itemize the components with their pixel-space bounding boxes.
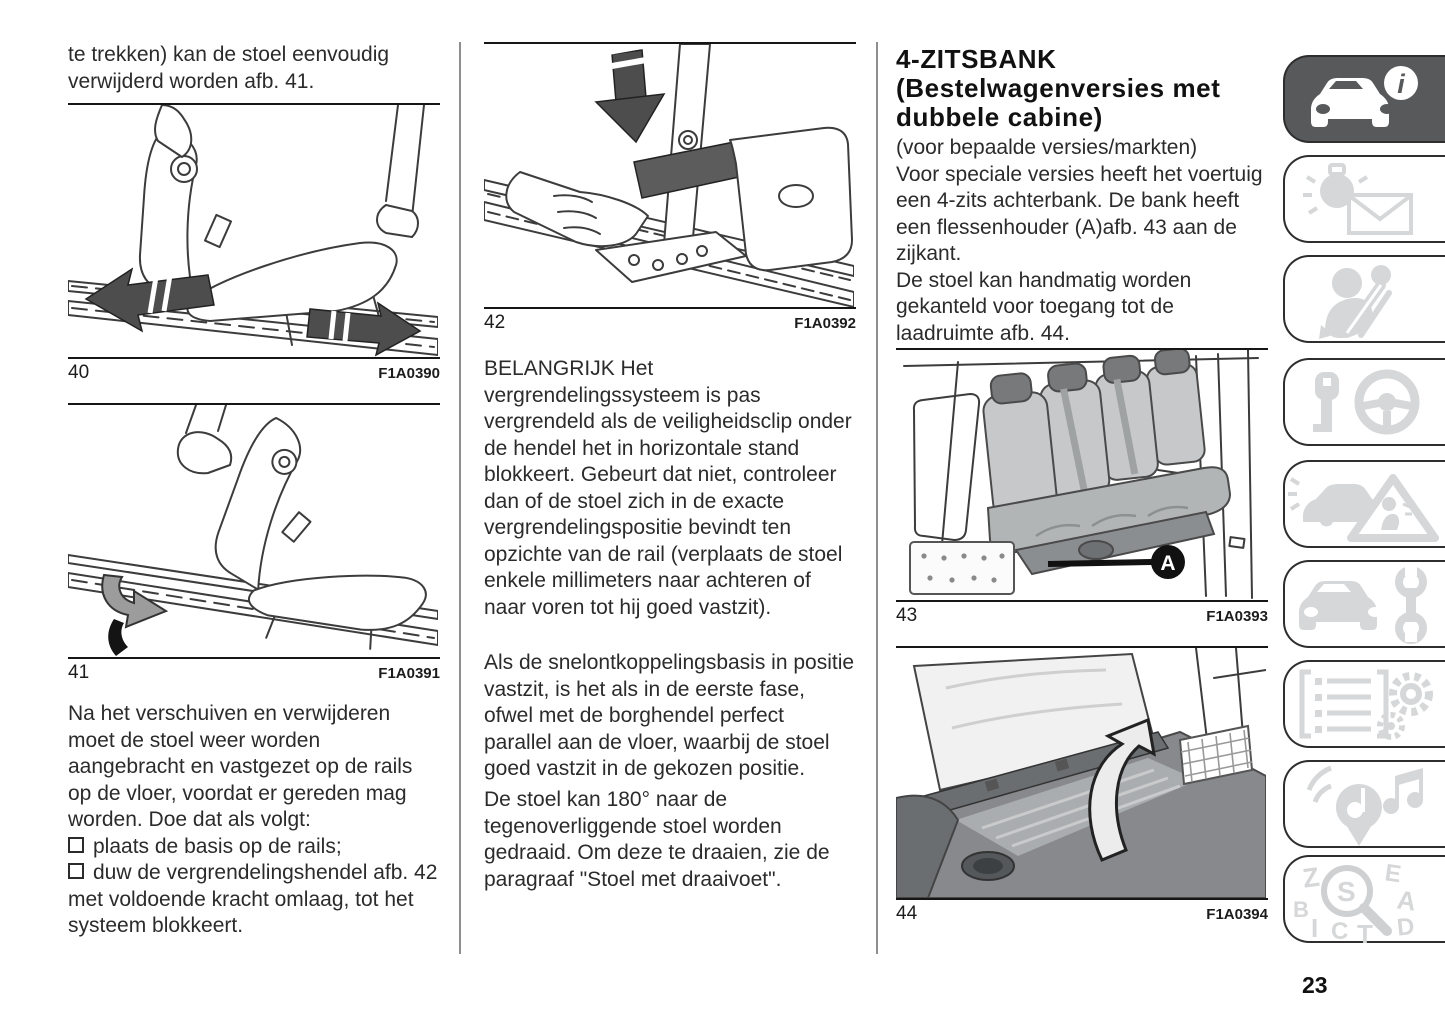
column-divider xyxy=(459,42,461,954)
figure-code: F1A0390 xyxy=(378,365,440,382)
figure-40-illustration xyxy=(68,103,440,359)
column-middle xyxy=(484,0,856,1019)
subnote: (voor bepaalde versies/markten) xyxy=(896,136,1198,159)
multimedia-audio-nav-icon xyxy=(1285,762,1445,850)
paragraph: De stoel kan handmatig worden gekanteld voor toegang tot de laadruimte afb. 44. xyxy=(896,268,1192,345)
paragraph: Voor speciale versies heeft het voertuig een 4-zits achterbank. De bank heeft een flessenhouder (A)afb. 43 aan de zijkant. xyxy=(896,162,1263,265)
intro-paragraph: te trekken) kan de stoel eenvoudig verwijderd worden afb. 41. xyxy=(68,43,390,93)
svg-text:B: B xyxy=(1293,897,1309,922)
sidebar-tab-multimedia[interactable] xyxy=(1283,760,1445,848)
paragraph: Als de snelontkoppelingsbasis in positie vastzit, is het als in de eerste fase, ofwel met de borghendel perfect parallel aan de vloer, waarbij de stoel goed vastzit in de gekozen positie. xyxy=(484,651,855,780)
figure-code: F1A0393 xyxy=(1206,608,1268,625)
lights-messages-icon xyxy=(1285,157,1445,245)
svg-text:D: D xyxy=(1395,912,1416,942)
sidebar-tab-emergency[interactable] xyxy=(1283,460,1445,548)
figure-41 xyxy=(68,403,440,684)
svg-text:E: E xyxy=(1383,859,1403,889)
svg-text:A: A xyxy=(1395,884,1418,917)
sidebar-tab-technical-data[interactable] xyxy=(1283,660,1445,748)
figure-42-illustration xyxy=(484,42,856,309)
figure-42 xyxy=(484,42,856,334)
figure-code: F1A0391 xyxy=(378,665,440,682)
sidebar-tab-safety[interactable] xyxy=(1283,255,1445,343)
car-wrench-icon xyxy=(1285,562,1445,650)
square-bullet-icon xyxy=(68,863,84,879)
figure-code: F1A0394 xyxy=(1206,906,1268,923)
figure-number: 41 xyxy=(68,662,90,683)
spec-list-gears-icon xyxy=(1285,662,1445,750)
square-bullet-icon xyxy=(68,837,84,853)
sidebar-tab-index[interactable] xyxy=(1283,855,1445,943)
figure-43-illustration xyxy=(896,348,1268,602)
paragraph: Na het verschuiven en verwijderen moet de stoel weer worden aangebracht en vastgezet op de rails op de vloer, voordat er gereden mag worden. Doe dat als volgt: xyxy=(68,702,413,831)
column-divider xyxy=(876,42,878,954)
car-info-icon xyxy=(1285,57,1445,145)
figure-code: F1A0392 xyxy=(794,315,856,332)
section-heading: 4-ZITSBANK (Bestelwagenversies met dubbele cabine) xyxy=(896,44,1221,132)
bullet-item: plaats de basis op de rails; xyxy=(68,834,440,861)
airbag-seatbelt-icon xyxy=(1285,257,1445,345)
figure-43 xyxy=(896,348,1268,627)
svg-text:i: i xyxy=(1397,69,1405,99)
callout-a-label: A xyxy=(1160,552,1176,575)
svg-text:C: C xyxy=(1331,918,1349,945)
figure-44-illustration xyxy=(896,646,1268,900)
figure-40 xyxy=(68,103,440,384)
figure-number: 43 xyxy=(896,605,918,626)
svg-text:Z: Z xyxy=(1300,861,1322,894)
sidebar-tab-vehicle-info[interactable] xyxy=(1283,55,1445,143)
figure-41-illustration xyxy=(68,403,440,659)
key-steering-wheel-icon xyxy=(1285,360,1445,448)
column-right xyxy=(896,0,1268,1019)
figure-number: 44 xyxy=(896,903,918,924)
svg-text:T: T xyxy=(1357,919,1373,945)
svg-text:I: I xyxy=(1311,913,1319,943)
figure-number: 40 xyxy=(68,362,90,383)
column-left xyxy=(68,0,440,1019)
sidebar-tab-servicing[interactable] xyxy=(1283,560,1445,648)
alphabetical-index-icon xyxy=(1285,857,1445,945)
car-warning-triangle-icon xyxy=(1285,462,1445,550)
figure-number: 42 xyxy=(484,312,506,333)
svg-text:S: S xyxy=(1337,876,1356,907)
important-paragraph: BELANGRIJK Het vergrendelingssysteem is pas vergrendeld als de veiligheidsclip onder de hendel het in horizontale stand blokkeert. Gebeurt dat niet, controleer dan of de stoel zich in de exacte vergrendelingspositie bevindt ten opzichte van de rail (verplaats de stoel enkele millimeters naar achteren of naar voren tot hij goed vastzit). xyxy=(484,357,852,619)
bullet-item: duw de vergrendelingshendel afb. 42 met voldoende kracht omlaag, tot het systeem blokkeert. xyxy=(68,861,438,937)
figure-44 xyxy=(896,646,1268,925)
page-number: 23 xyxy=(1302,972,1328,998)
sidebar-tab-lights-messages[interactable] xyxy=(1283,155,1445,243)
paragraph: De stoel kan 180° naar de tegenoverliggende stoel worden gedraaid. Om deze te draaien, zie de paragraaf "Stoel met draaivoet". xyxy=(484,788,830,891)
sidebar-tab-starting-driving[interactable] xyxy=(1283,358,1445,446)
